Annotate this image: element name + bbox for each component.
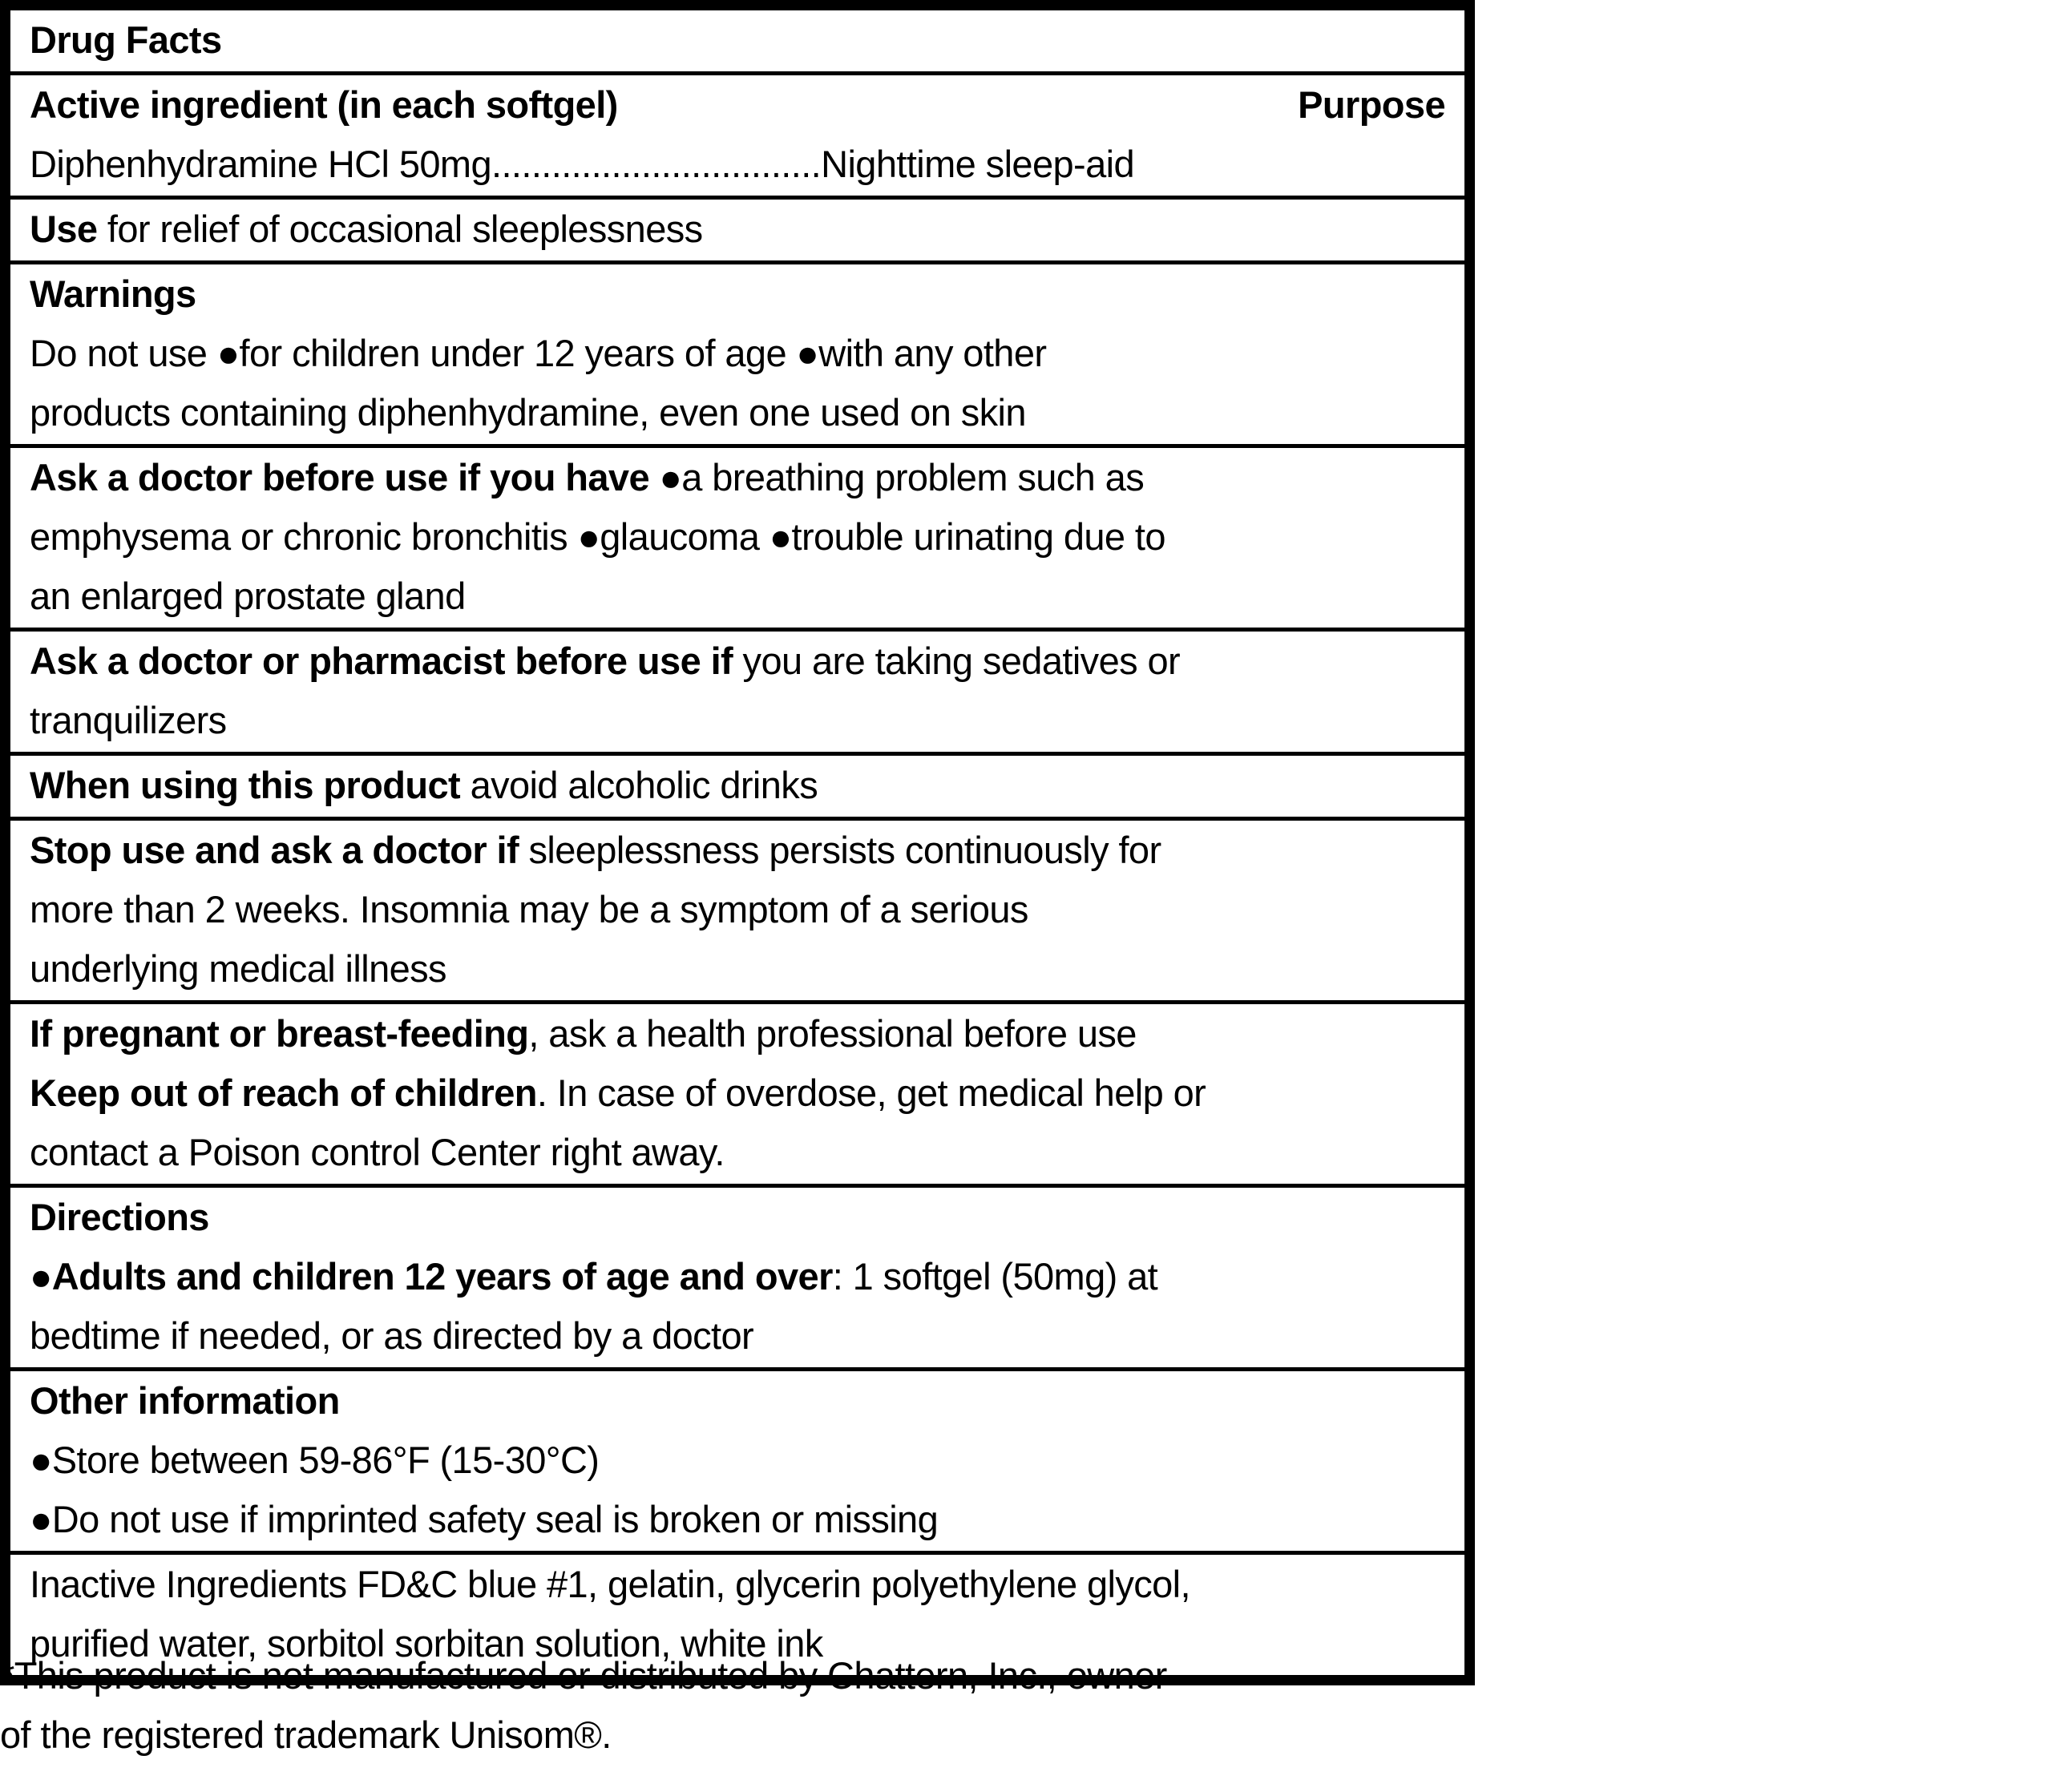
text-line xyxy=(30,756,1445,815)
body-text: : 1 softgel (50mg) at xyxy=(832,1255,1158,1298)
text-line xyxy=(30,10,1445,70)
body-text: underlying medical illness xyxy=(30,947,446,990)
body-text: avoid alcoholic drinks xyxy=(460,764,818,806)
text-line xyxy=(30,1063,1445,1123)
section-stop-use xyxy=(10,817,1464,1000)
body-text: Do not use ●for children under 12 years of age ●with any other xyxy=(30,332,1047,374)
bold-heading-text: Ask a doctor or pharmacist before use if xyxy=(30,640,733,682)
footnote-line: of the registered trademark Unisom®. xyxy=(0,1713,612,1756)
footnote-line: *This product is not manufactured or distributed by Chattern, Inc., owner xyxy=(0,1654,1167,1697)
section-other-information xyxy=(10,1367,1464,1551)
section-warnings xyxy=(10,260,1464,444)
section-ask-pharmacist xyxy=(10,628,1464,752)
section-ask-doctor xyxy=(10,444,1464,628)
bold-heading-text: Stop use and ask a doctor if xyxy=(30,829,519,871)
bold-heading-text: Warnings xyxy=(30,272,196,315)
text-line xyxy=(30,632,1445,691)
body-text: an enlarged prostate gland xyxy=(30,575,466,617)
text-line xyxy=(30,880,1445,939)
text-line xyxy=(30,691,1445,750)
bold-heading-text: Other information xyxy=(30,1379,340,1422)
bold-heading-text: Use xyxy=(30,208,98,250)
bold-heading-text: Active ingredient (in each softgel) xyxy=(30,83,618,126)
body-text: contact a Poison control Center right away. xyxy=(30,1131,725,1173)
text-line xyxy=(30,383,1445,442)
section-drug-facts-title xyxy=(10,10,1464,71)
bold-heading-text: Keep out of reach of children xyxy=(30,1072,537,1114)
body-text: Inactive Ingredients FD&C blue #1, gelatin, glycerin polyethylene glycol, xyxy=(30,1563,1190,1605)
body-text: , ask a health professional before use xyxy=(528,1012,1137,1055)
text-line xyxy=(30,264,1445,324)
text-line xyxy=(30,324,1445,383)
bold-heading-text: Drug Facts xyxy=(30,18,222,61)
body-text: ●Store between 59-86°F (15-30°C) xyxy=(30,1439,600,1481)
bold-heading-text: When using this product xyxy=(30,764,461,806)
body-text: emphysema or chronic bronchitis ●glaucoma ●trouble urinating due to xyxy=(30,515,1165,558)
text-line xyxy=(30,1490,1445,1549)
text-line xyxy=(30,507,1445,567)
section-when-using xyxy=(10,752,1464,817)
text-line xyxy=(30,939,1445,999)
body-text: purified water, sorbitol sorbitan solution, white ink xyxy=(30,1622,823,1665)
body-text: for relief of occasional sleeplessness xyxy=(97,208,703,250)
body-text: products containing diphenhydramine, even one used on skin xyxy=(30,391,1026,434)
section-active-ingredient xyxy=(10,71,1464,196)
body-text: ● xyxy=(30,1255,52,1298)
text-line xyxy=(30,1555,1445,1614)
text-line xyxy=(30,567,1445,626)
text-line xyxy=(30,821,1445,880)
section-use xyxy=(10,196,1464,260)
footnote xyxy=(0,1646,1475,1765)
section-pregnant-keep-out xyxy=(10,1000,1464,1184)
body-text: ●a breathing problem such as xyxy=(649,456,1145,498)
bold-heading-text: Ask a doctor before use if you have xyxy=(30,456,649,498)
bold-heading-text: Adults and children 12 years of age and over xyxy=(51,1255,833,1298)
body-text: more than 2 weeks. Insomnia may be a symptom of a serious xyxy=(30,888,1028,930)
text-line xyxy=(30,1004,1445,1063)
text-line xyxy=(30,75,1445,135)
body-text: ●Do not use if imprinted safety seal is broken or missing xyxy=(30,1498,939,1540)
text-line xyxy=(30,1247,1445,1306)
bold-heading-text: If pregnant or breast-feeding xyxy=(30,1012,529,1055)
text-line xyxy=(30,1306,1445,1366)
section-directions xyxy=(10,1184,1464,1367)
text-line xyxy=(30,135,1445,194)
body-text: sleeplessness persists continuously for xyxy=(519,829,1161,871)
bold-heading-text: Directions xyxy=(30,1196,209,1238)
text-line xyxy=(30,200,1445,259)
body-text: tranquilizers xyxy=(30,699,227,741)
text-line xyxy=(30,448,1445,507)
body-text: Diphenhydramine HCl 50mg.................................Nighttime sleep-aid xyxy=(30,143,1135,185)
body-text: you are taking sedatives or xyxy=(733,640,1181,682)
text-line xyxy=(30,1371,1445,1431)
text-line xyxy=(30,1188,1445,1247)
bold-heading-text: Purpose xyxy=(1298,83,1445,126)
text-line xyxy=(30,1431,1445,1490)
text-line xyxy=(30,1123,1445,1182)
body-text: . In case of overdose, get medical help or xyxy=(536,1072,1206,1114)
body-text: bedtime if needed, or as directed by a doctor xyxy=(30,1314,754,1357)
